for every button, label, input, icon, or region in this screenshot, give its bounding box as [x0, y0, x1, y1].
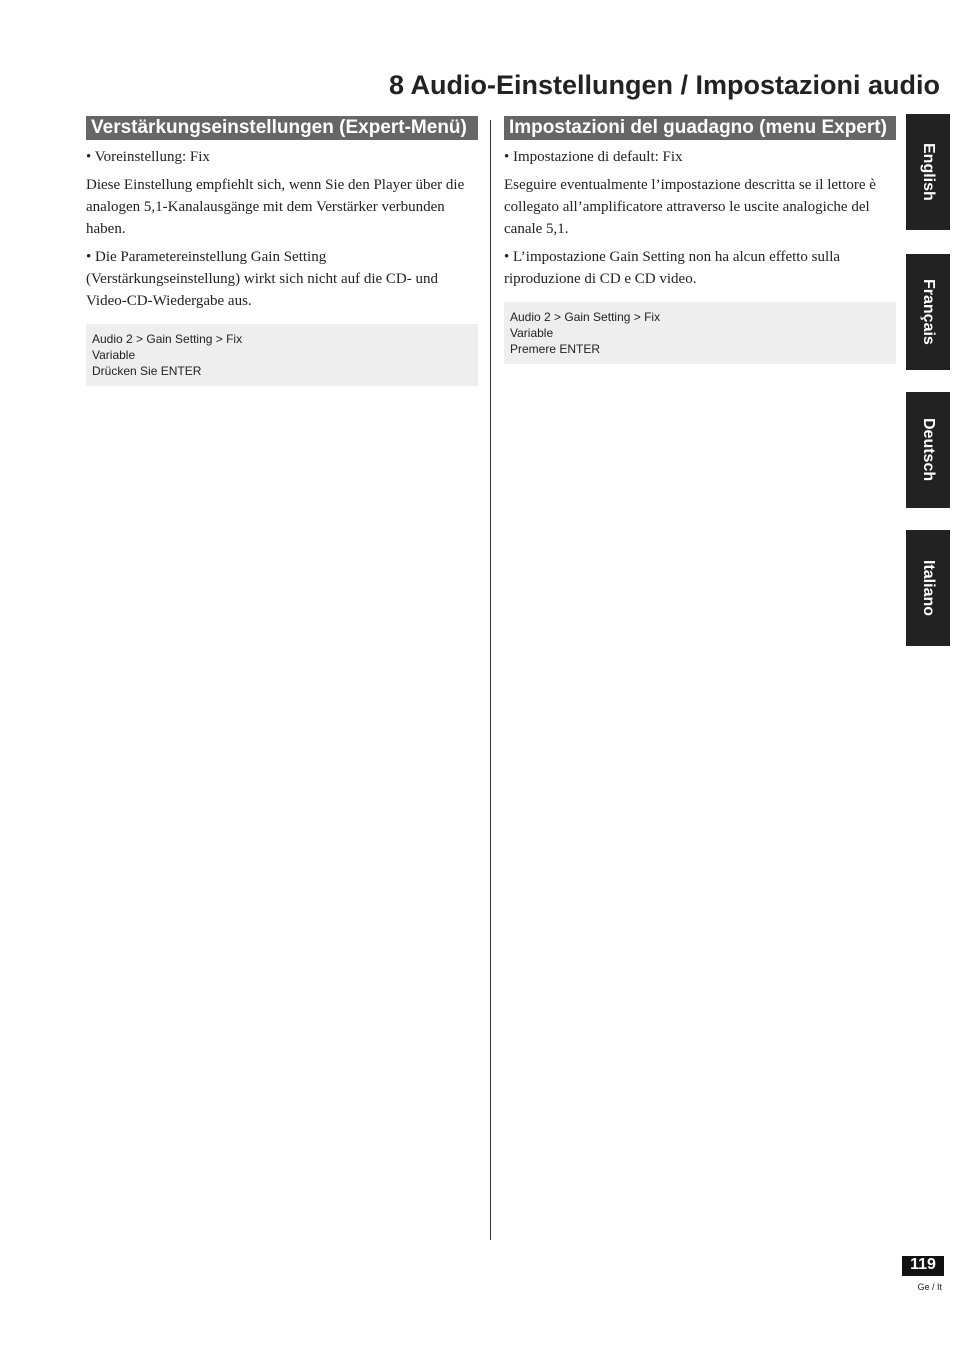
german-column [86, 116, 478, 386]
variable-label: Variable [92, 348, 136, 362]
language-tab-german[interactable]: Deutsch [906, 392, 950, 508]
language-tab-french[interactable]: Français [906, 254, 950, 370]
menu-path: Audio 2 > Gain Setting > Fix [92, 332, 243, 346]
page-title: 8 Audio-Einstellungen / Impostazioni audio [388, 70, 940, 100]
language-tab-english[interactable]: English [906, 114, 950, 230]
gain-setting-figure [86, 324, 478, 386]
enter-instruction: Drücken Sie ENTER [92, 364, 202, 378]
language-tab-italian[interactable]: Italiano [906, 530, 950, 646]
body-text: Eseguire eventualmente l’impostazione descritta se il lettore è collegato all’amplificatore attraverso le uscite analogiche del canale 5,1. [504, 177, 876, 237]
page-number: 119 [902, 1256, 944, 1276]
default-line: • Voreinstellung: Fix [86, 149, 210, 165]
variable-label: Variable [510, 326, 554, 340]
bullet: • L’impostazione Gain Setting non ha alcun effetto sulla riproduzione di CD e CD video. [504, 249, 841, 287]
section-heading: Impostazioni del guadagno (menu Expert) [504, 116, 896, 140]
column-divider [490, 120, 491, 1240]
page-language-label: Ge / It [917, 1282, 942, 1292]
gain-setting-figure [504, 302, 896, 364]
body-text: Diese Einstellung empfiehlt sich, wenn Sie den Player über die analogen 5,1-Kanalausgänge mit dem Verstärker verbunden haben. [86, 177, 465, 237]
default-line: • Impostazione di default: Fix [504, 149, 683, 165]
enter-instruction: Premere ENTER [510, 342, 601, 356]
section-heading: Verstärkungseinstellungen (Expert-Menü) [86, 116, 478, 140]
menu-path: Audio 2 > Gain Setting > Fix [510, 310, 661, 324]
italian-column [504, 116, 896, 364]
bullet: • Die Parametereinstellung Gain Setting (Verstärkungseinstellung) wirkt sich nicht auf die CD- und Video-CD-Wiedergabe aus. [86, 249, 439, 309]
